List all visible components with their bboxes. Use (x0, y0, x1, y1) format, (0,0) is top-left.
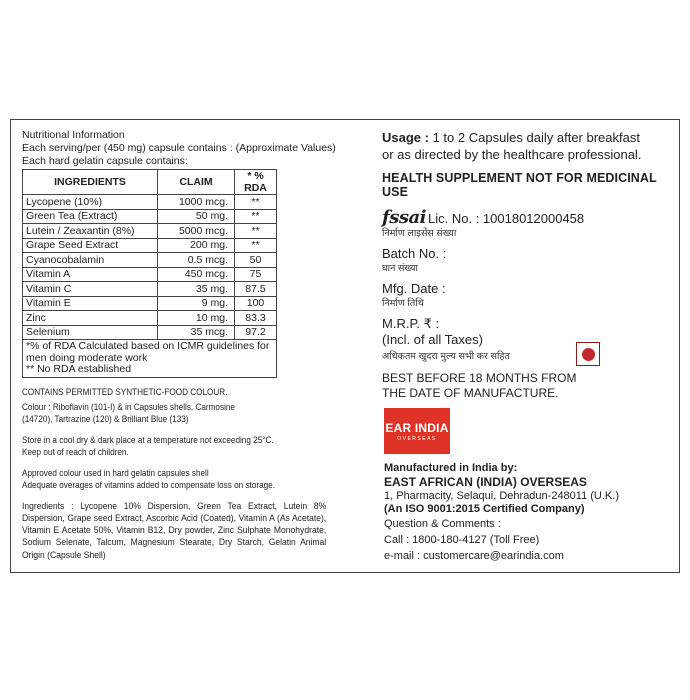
table-row (23, 282, 277, 297)
header-rda: * % RDA (235, 170, 277, 195)
logo-sub-text: OVERSEAS (397, 435, 437, 442)
cell-ingredient: Vitamin A (23, 267, 158, 282)
table-row (23, 195, 277, 210)
cell-claim: 0.5 mcg. (158, 253, 235, 268)
table-row (23, 311, 277, 326)
logo-main-text: EAR INDIA (385, 420, 449, 435)
rda-note-none: ** No RDA established (26, 363, 132, 375)
nutrition-title: Nutritional Information (22, 129, 125, 141)
company-address: 1, Pharmacity, Selaqui, Dehradun-248011 (U.K.) (384, 490, 619, 502)
usage-label: Usage : (382, 130, 429, 145)
info-column (382, 129, 677, 401)
best-before-line-1: BEST BEFORE 18 MONTHS FROM (382, 371, 577, 385)
cell-claim: 35 mcg. (158, 325, 235, 340)
company-name: EAST AFRICAN (INDIA) OVERSEAS (384, 475, 587, 489)
ingredients-list: Ingredients : Lycopene 10% Dispersion, Green Tea Extract, Lutein 8% Dispersion, Grape seed Extract, Ascorbic Acid (Coated), Vitamin A (As Acetate), Vitamin E Acetate 50%, Vitamin B12, Dry powder, Zinc Sulphate Monohydrate, Sodium Selenate, Talcum, Magnesium Stearate, Dry Starch, Gelatin Animal Origin (Capsule Shell) (22, 500, 327, 561)
serving-info: Each serving/per (450 mg) capsule contains : (Approximate Values) (22, 142, 336, 154)
cell-rda: ** (235, 238, 277, 253)
mrp-tax-note: (Incl. of all Taxes) (382, 332, 483, 347)
rda-note-icmr: *% of RDA Calculated based on ICMR guidelines for men doing moderate work (26, 340, 270, 364)
iso-certification: (An ISO 9001:2015 Certified Company) (384, 503, 585, 515)
cell-rda: ** (235, 209, 277, 224)
cell-ingredient: Zinc (23, 311, 158, 326)
nutrition-table (22, 169, 277, 340)
cell-ingredient: Vitamin C (23, 282, 158, 297)
license-number: Lic. No. : 10018012000458 (428, 211, 585, 226)
mfg-date-hindi: निर्माण तिथि (382, 298, 424, 309)
storage-line-1: Store in a cool dry & dark place at a temperature not exceeding 25°C. (22, 434, 274, 446)
colour-heading: CONTAINS PERMITTED SYNTHETIC-FOOD COLOUR. (22, 386, 228, 398)
cell-claim: 1000 mcg. (158, 195, 235, 210)
manufactured-by: Manufactured in India by: (384, 462, 518, 474)
usage-line-1: 1 to 2 Capsules daily after breakfast (428, 130, 640, 145)
cell-claim: 9 mg. (158, 296, 235, 311)
cell-claim: 5000 mcg. (158, 224, 235, 239)
approved-line-2: Adequate overages of vitamins added to compensate loss on storage. (22, 479, 275, 491)
rda-notes (22, 339, 277, 378)
header-claim: CLAIM (158, 170, 235, 195)
table-row (23, 253, 277, 268)
cell-claim: 450 mcg. (158, 267, 235, 282)
cell-ingredient: Grape Seed Extract (23, 238, 158, 253)
best-before-line-2: THE DATE OF MANUFACTURE. (382, 386, 559, 400)
mfg-date-label: Mfg. Date : (382, 281, 446, 296)
support-email: e-mail : customercare@earindia.com (384, 550, 564, 562)
table-row (23, 296, 277, 311)
cell-ingredient: Green Tea (Extract) (23, 209, 158, 224)
license-hindi: निर्माण लाइसेंस संख्या (382, 228, 457, 239)
cell-rda: 100 (235, 296, 277, 311)
batch-label: Batch No. : (382, 246, 447, 261)
cell-claim: 50 mg. (158, 209, 235, 224)
cell-rda: 87.5 (235, 282, 277, 297)
header-ingredients: INGREDIENTS (23, 170, 158, 195)
cell-rda: 97.2 (235, 325, 277, 340)
table-row (23, 224, 277, 239)
toll-free-number: Call : 1800-180-4127 (Toll Free) (384, 534, 540, 546)
veg-mark-icon (576, 342, 600, 366)
cell-rda: 50 (235, 253, 277, 268)
nutrition-column (22, 129, 352, 562)
fssai-row (382, 209, 677, 227)
capsule-contains: Each hard gelatin capsule contains: (22, 155, 188, 167)
batch-hindi: घान संख्या (382, 263, 418, 274)
cell-ingredient: Lutein / Zeaxantin (8%) (23, 224, 158, 239)
colour-line-2: (14720), Tartrazine (120) & Brilliant Blue (133) (22, 413, 189, 425)
colour-line-1: Colour : Riboflavin (101-I) & in Capsules shells. Carmosine (22, 401, 235, 413)
cell-claim: 10 mg. (158, 311, 235, 326)
table-row (23, 209, 277, 224)
cell-claim: 35 mg. (158, 282, 235, 297)
table-row (23, 267, 277, 282)
cell-claim: 200 mg. (158, 238, 235, 253)
usage-line-2: or as directed by the healthcare professional. (382, 147, 642, 162)
cell-rda: ** (235, 195, 277, 210)
cell-ingredient: Selenium (23, 325, 158, 340)
storage-line-2: Keep out of reach of children. (22, 446, 129, 458)
approved-line-1: Approved colour used in hard gelatin capsules shell (22, 467, 209, 479)
table-header-row (23, 170, 277, 195)
health-supplement-notice: HEALTH SUPPLEMENT NOT FOR MEDICINAL USE (382, 171, 657, 199)
cell-ingredient: Lycopene (10%) (23, 195, 158, 210)
questions-label: Question & Comments : (384, 518, 501, 530)
cell-rda: 83.3 (235, 311, 277, 326)
table-row (23, 238, 277, 253)
brand-logo (384, 408, 450, 454)
usage-text (382, 129, 677, 146)
cell-rda: 75 (235, 267, 277, 282)
cell-rda: ** (235, 224, 277, 239)
cell-ingredient: Vitamin E (23, 296, 158, 311)
mrp-label: M.R.P. ₹ : (382, 316, 440, 331)
fssai-logo: fssai (382, 207, 427, 228)
manufacturer-block (384, 462, 679, 563)
cell-ingredient: Cyanocobalamin (23, 253, 158, 268)
table-row (23, 325, 277, 340)
mrp-hindi: अधिकतम खुदरा मुल्य सभी कर सहित (382, 351, 510, 362)
